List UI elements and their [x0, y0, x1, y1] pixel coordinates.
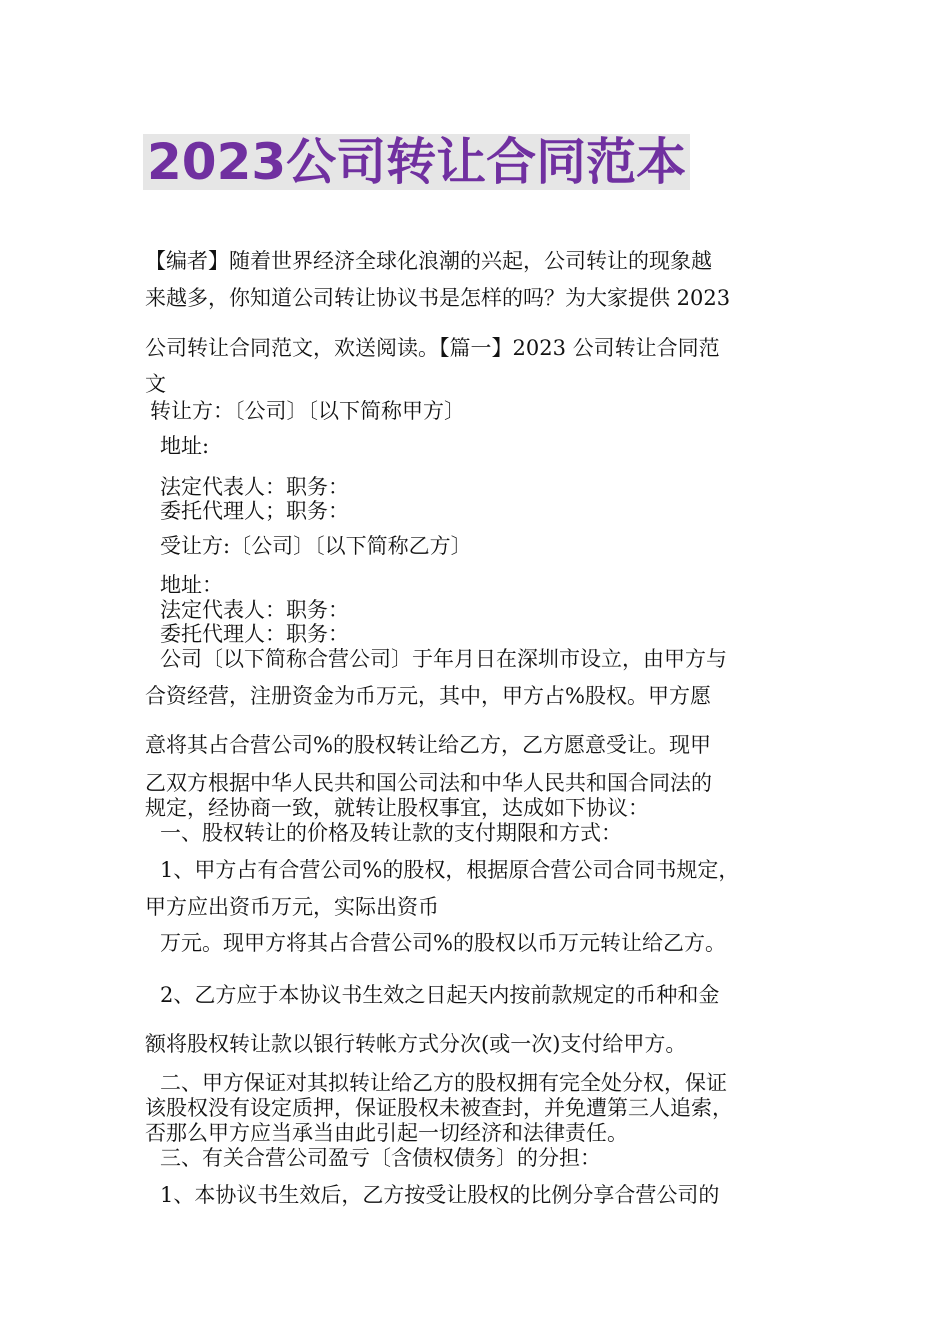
- text-line: 该股权没有设定质押，保证股权未被查封，并免遭第三人追索，: [145, 1096, 733, 1120]
- text-line: 乙双方根据中华人民共和国公司法和中华人民共和国合同法的: [145, 771, 712, 795]
- text-line: 规定，经协商一致，就转让股权事宜，达成如下协议：: [145, 796, 649, 820]
- text-line: 1、甲方占有合营公司%的股权，根据原合营公司合同书规定，: [160, 858, 740, 882]
- text-line: 委托代理人：职务：: [160, 622, 349, 646]
- text-line: 1、本协议书生效后，乙方按受让股权的比例分享合营公司的: [160, 1183, 720, 1207]
- text-line: 意将其占合营公司%的股权转让给乙方，乙方愿意受让。现甲: [145, 733, 711, 757]
- text-line: 来越多，你知道公司转让协议书是怎样的吗？为大家提供 2023: [145, 286, 731, 310]
- text-line: 甲方应出资币万元，实际出资币: [145, 895, 439, 919]
- text-line: 二、甲方保证对其拟转让给乙方的股权拥有完全处分权，保证: [160, 1071, 727, 1095]
- text-line: 额将股权转让款以银行转帐方式分次(或一次)支付给甲方。: [145, 1032, 687, 1056]
- text-line: 受让方:〔公司〕〔以下简称乙方〕: [160, 534, 472, 558]
- text-line: 文: [145, 372, 166, 396]
- text-line: 法定代表人：职务：: [160, 598, 349, 622]
- text-line: 委托代理人；职务：: [160, 499, 349, 523]
- text-line: 地址：: [160, 573, 223, 597]
- text-line: 公司转让合同范文，欢送阅读。【篇一】2023 公司转让合同范: [145, 336, 720, 360]
- text-line: 转让方：〔公司〕〔以下简称甲方〕: [150, 399, 465, 423]
- text-line: 合资经营，注册资金为币万元，其中，甲方占%股权。甲方愿: [145, 684, 711, 708]
- text-line: 【编者】随着世界经济全球化浪潮的兴起，公司转让的现象越: [145, 249, 712, 273]
- text-line: 一、股权转让的价格及转让款的支付期限和方式：: [160, 821, 622, 845]
- text-line: 公司〔以下简称合营公司〕于年月日在深圳市设立，由甲方与: [160, 647, 727, 671]
- text-line: 万元。现甲方将其占合营公司%的股权以币万元转让给乙方。: [160, 931, 726, 955]
- text-line: 2、乙方应于本协议书生效之日起天内按前款规定的币种和金: [160, 983, 720, 1007]
- text-line: 三、有关合营公司盈亏〔含债权债务〕的分担：: [160, 1146, 601, 1170]
- document-title: 2023公司转让合同范本: [143, 134, 690, 190]
- text-line: 法定代表人：职务：: [160, 475, 349, 499]
- text-line: 地址:: [160, 434, 210, 458]
- text-line: 否那么甲方应当承当由此引起一切经济和法律责任。: [145, 1121, 628, 1145]
